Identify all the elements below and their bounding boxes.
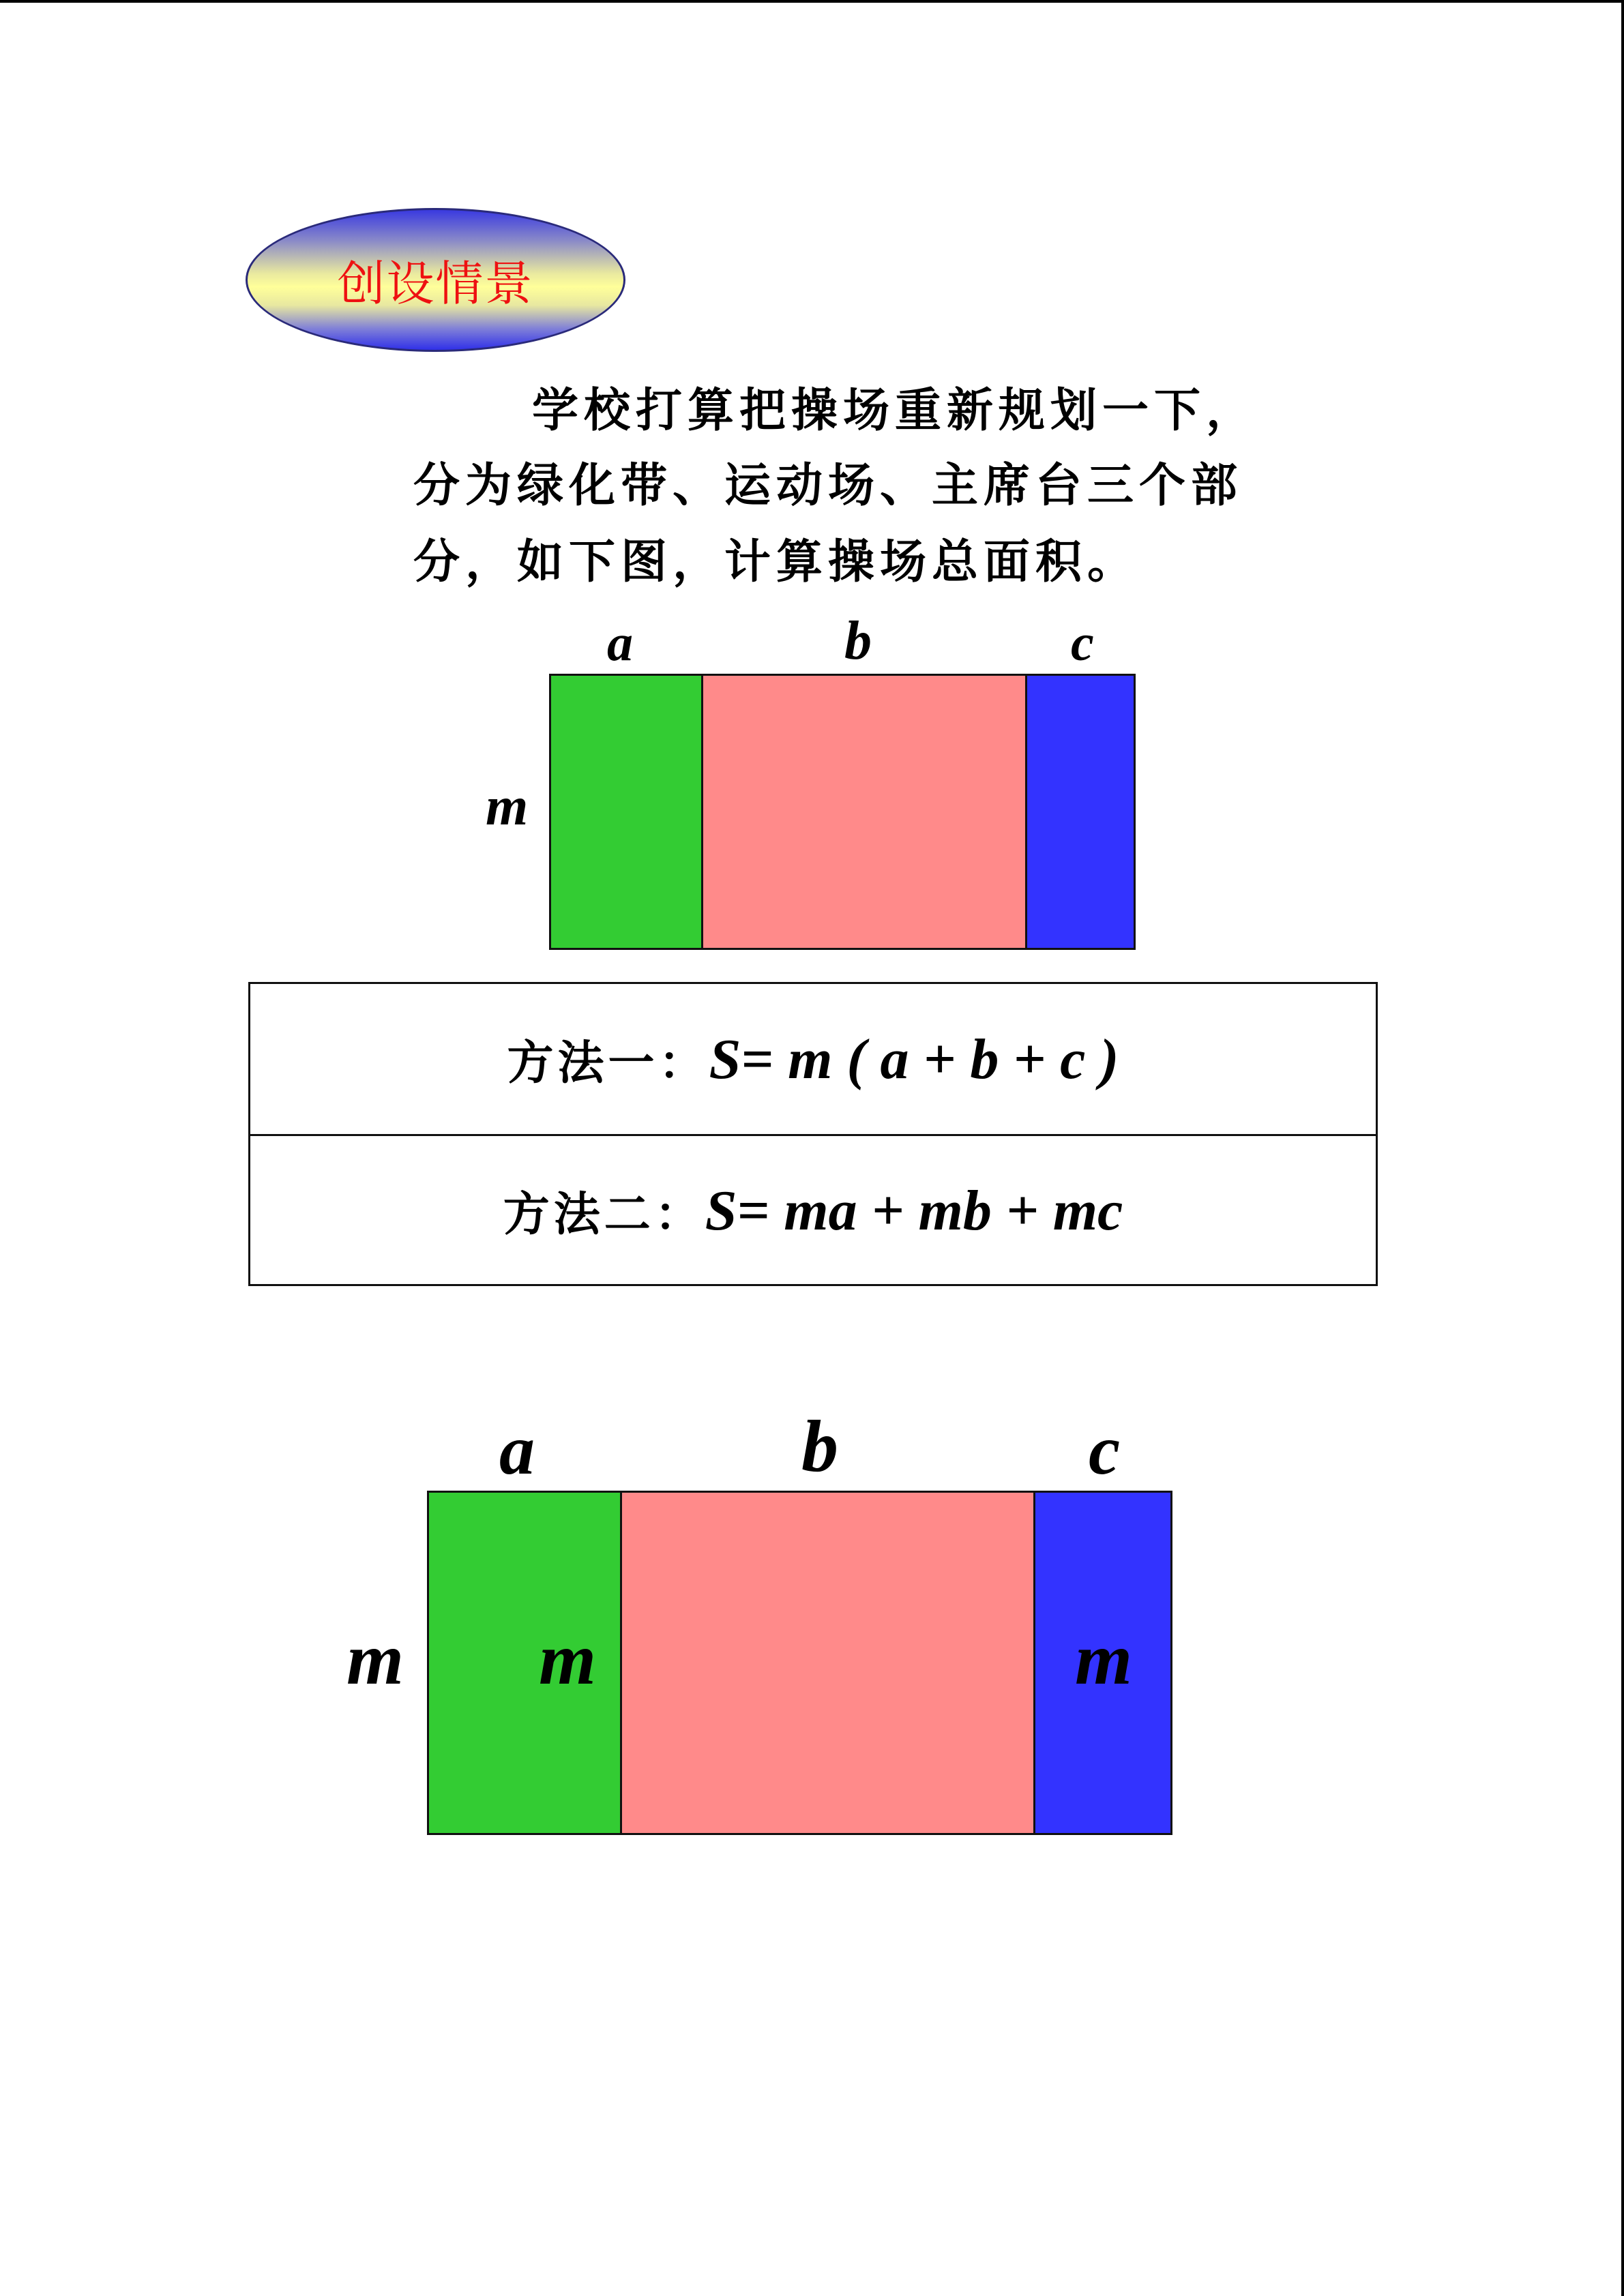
section-title: 创设情景 (337, 256, 534, 312)
method-1-prefix: 方法一： (507, 1035, 709, 1090)
page-frame-top (0, 0, 1624, 3)
diagram1-label-c: c (1071, 614, 1094, 672)
diagram2-label-m-outer: m (346, 1619, 404, 1700)
diagram1-green-region (549, 674, 703, 950)
diagram2-label-a: a (499, 1411, 535, 1489)
method-2-prefix: 方法二： (503, 1187, 705, 1242)
diagram2-label-b: b (801, 1406, 838, 1487)
problem-line-2: 分为绿化带、运动场、主席台三个部 (413, 458, 1243, 513)
problem-line-3: 分，如下图，计算操场总面积。 (413, 535, 1140, 589)
method-1-row (250, 984, 1376, 1136)
diagram1-label-b: b (844, 611, 872, 671)
method-2-row (250, 1135, 1376, 1285)
diagram1-label-a: a (607, 614, 633, 672)
section-title-badge (246, 208, 625, 352)
diagram2-label-m-blue: m (1075, 1619, 1133, 1700)
diagram2-label-m-green: m (539, 1619, 597, 1700)
diagram1-blue-region (1025, 674, 1136, 950)
diagram2-pink-region (620, 1491, 1035, 1835)
page-frame-right (1621, 0, 1624, 2296)
problem-line-1: 学校打算把操场重新规划一下， (532, 383, 1258, 438)
diagram2-label-c: c (1089, 1411, 1121, 1489)
methods-table (248, 982, 1378, 1286)
diagram1-label-m: m (486, 777, 529, 837)
method-1-formula: S= m ( a + b + c ) (709, 1027, 1119, 1091)
method-2-formula: S= ma + mb + mc (705, 1178, 1123, 1242)
diagram1-pink-region (701, 674, 1027, 950)
